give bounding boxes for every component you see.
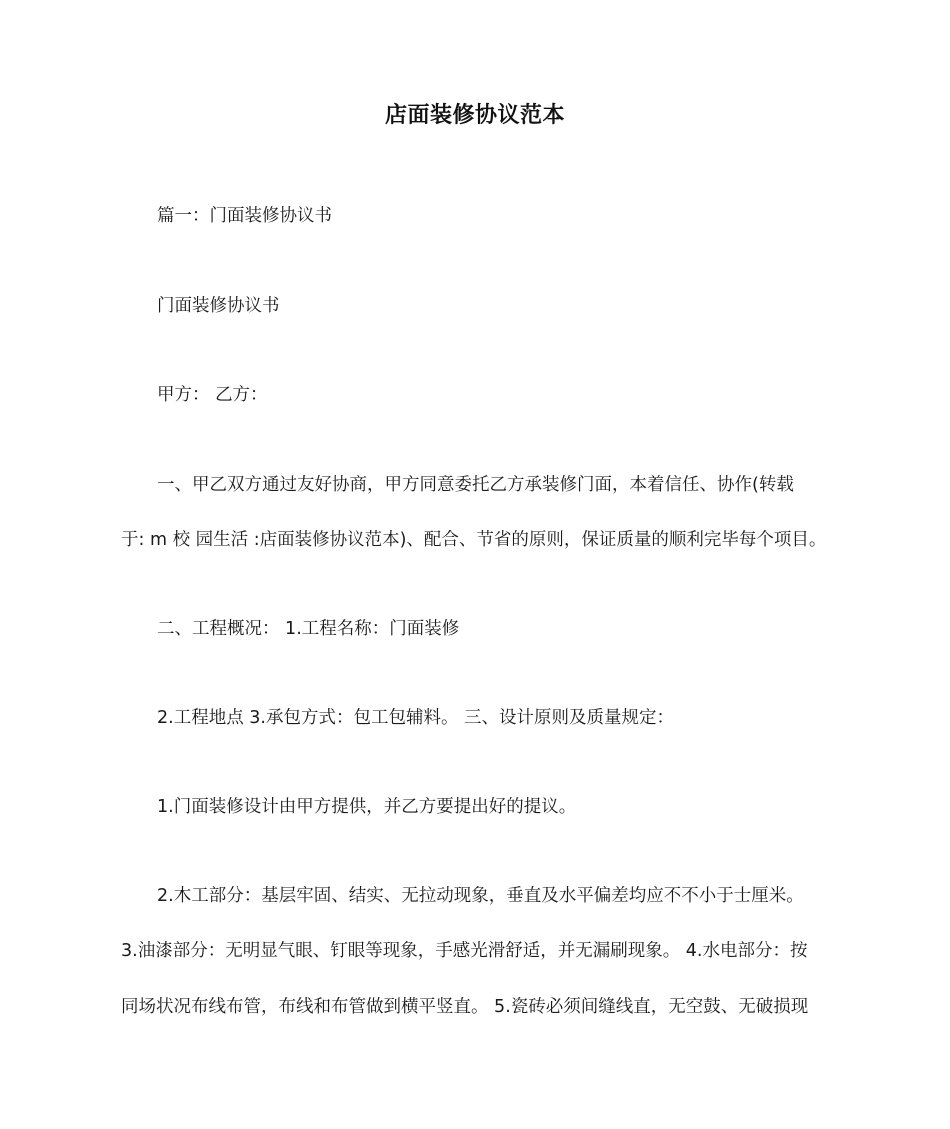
paragraph-agreement-name: 门面装修协议书 — [157, 296, 280, 316]
paragraph-section-heading: 篇一：门面装修协议书 — [157, 206, 332, 226]
paragraph-clause-2-3: 2.工程地点 3.承包方式：包工包辅料。 三、设计原则及质量规定： — [157, 708, 675, 728]
paragraph-design-1: 1.门面装修设计由甲方提供，并乙方要提出好的提议。 — [157, 797, 577, 817]
paragraph-quality-2: 2.木工部分：基层牢固、结实、无拉动现象，垂直及水平偏差均应不不小于士厘米。 — [157, 886, 804, 906]
paragraph-quality-4-5: 同场状况布线布管，布线和布管做到横平竖直。 5.瓷砖必须间缝线直，无空鼓、无破损现 — [121, 997, 809, 1017]
paragraph-clause-2: 二、工程概况： 1.工程名称：门面装修 — [157, 619, 460, 639]
paragraph-parties: 甲方： 乙方： — [157, 385, 268, 405]
paragraph-quality-3-4: 3.油漆部分：无明显气眼、钉眼等现象，手感光滑舒适，并无漏刷现象。 4.水电部分：按 — [121, 941, 808, 961]
paragraph-clause-1-line-1: 一、甲乙双方通过友好协商，甲方同意委托乙方承装修门面，本着信任、协作(转载 — [157, 475, 794, 495]
paragraph-clause-1-line-2: 于: m 校 园生活 :店面装修协议范本)、配合、节省的原则，保证质量的顺利完毕每个项目。 — [121, 530, 827, 550]
document-title: 店面装修协议范本 — [384, 103, 565, 128]
